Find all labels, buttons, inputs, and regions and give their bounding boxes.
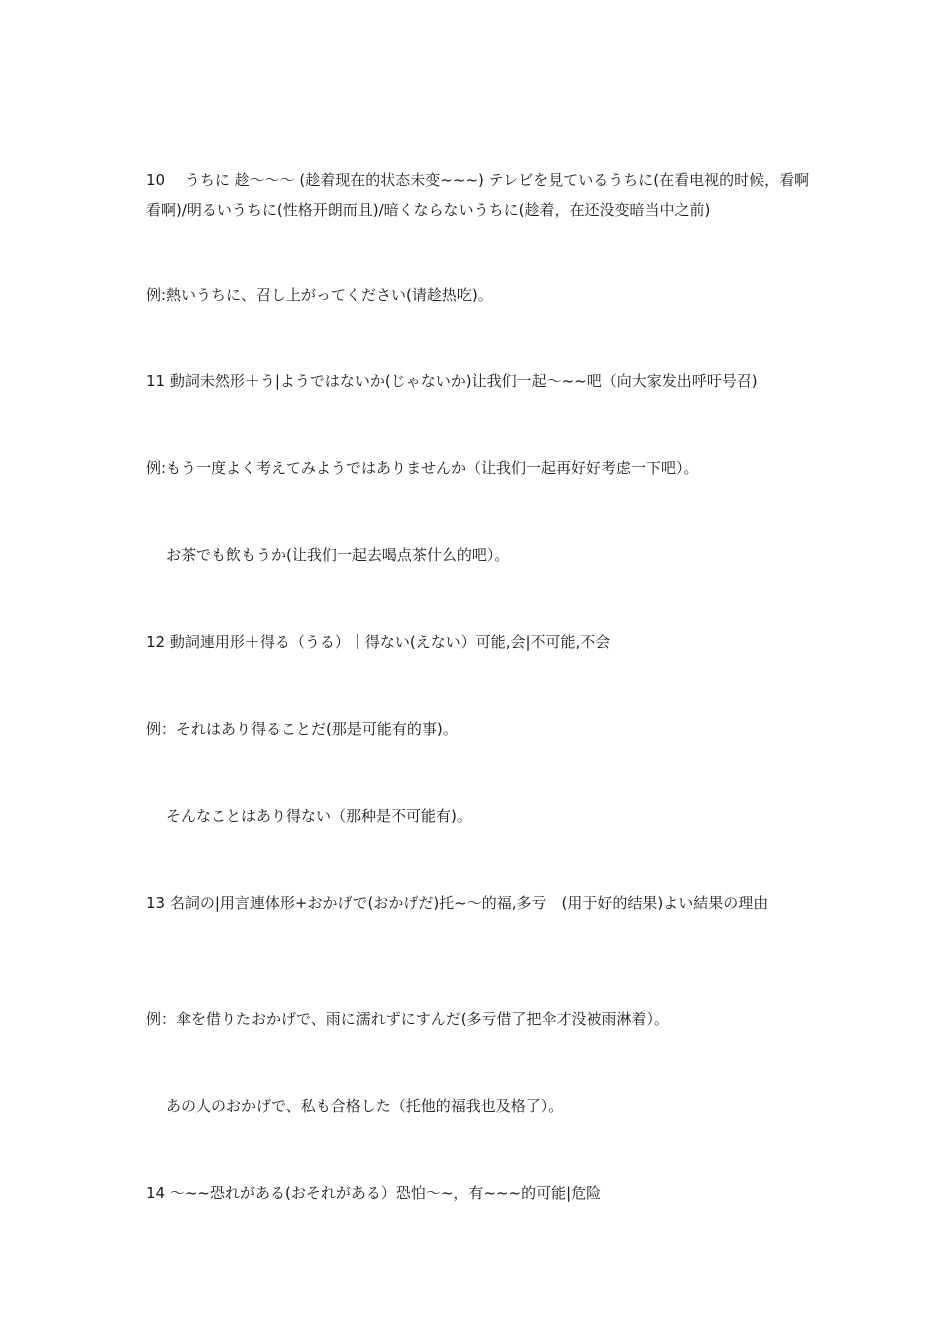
paragraph-12-heading: 12 動詞連用形＋得る（うる）｜得ない(えない）可能,会|不可能,不会	[146, 633, 611, 651]
paragraph-11-example-1: 例:もう一度よく考えてみようではありませんか（让我们一起再好好考虑一下吧）。	[146, 459, 699, 477]
paragraph-10-heading: 10 うちに 趁～～～ (趁着现在的状态未变~~~) テレビを見ているうちに(在看电视的时候，看啊看啊)/明るいうちに(性格开朗而且)/暗くならないうちに(趁着，在还没变暗当中之前)	[146, 171, 810, 219]
paragraph-12-example-1: 例：それはあり得ることだ(那是可能有的事)。	[146, 720, 458, 738]
paragraph-11-example-2: お茶でも飲もうか(让我们一起去喝点茶什么的吧）。	[166, 546, 510, 564]
paragraph-14-heading: 14 ～~~恐れがある(おそれがある）恐怕～~，有~~~的可能|危险	[146, 1184, 602, 1202]
paragraph-13-example-2: あの人のおかげで、私も合格した（托他的福我也及格了）。	[166, 1097, 564, 1115]
paragraph-11-heading: 11 動詞未然形＋う|ようではないか(じゃないか)让我们一起～~~吧（向大家发出呼吁号召)	[146, 372, 758, 390]
paragraph-10-example: 例:熱いうちに、召し上がってください(请趁热吃)。	[146, 286, 493, 304]
paragraph-12-example-2: そんなことはあり得ない（那种是不可能有)。	[166, 807, 472, 825]
paragraph-13-example-1: 例：傘を借りたおかげで、雨に濡れずにすんだ(多亏借了把伞才没被雨淋着）。	[146, 1010, 670, 1028]
paragraph-13-heading: 13 名詞の|用言連体形+おかげで(おかげだ)托~～的福,多亏 (用于好的结果)よい結果の理由	[146, 894, 769, 912]
